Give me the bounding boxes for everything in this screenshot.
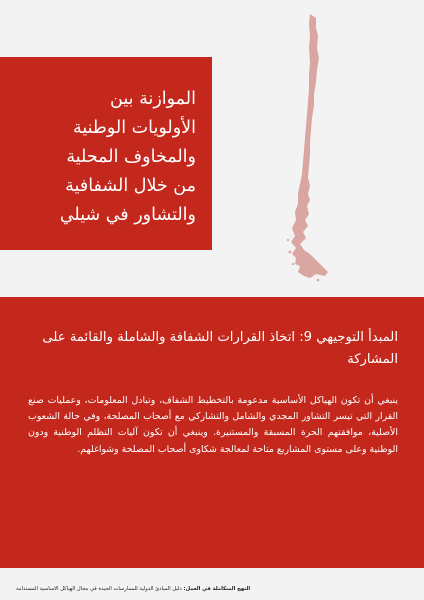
footer-text: دليل المبادئ الدولية للممارسات الجيدة في مجال الهياكل الأساسية المستدامة (16, 586, 182, 592)
title-line: الأولويات الوطنية (72, 118, 196, 138)
cover-title (8, 85, 196, 230)
map-island (289, 251, 292, 254)
chile-map-icon (270, 14, 342, 286)
page-footer (16, 586, 406, 592)
principle-body: ينبغي أن تكون الهياكل الأساسية مدعومة بالتخطيط الشفاف، وتبادل المعلومات، وعمليات صنع القرار التي تيسر التشاور المجدي والشامل والتشاركي مع أصحاب المصلحة، وفي حالة الشعوب الأصلية، موافقتهم الحرة المسبقة والمستنيرة. وينبغي أن تكون آليات التظلم الوطنية ودون الوطنية وعلى مستوى المشاريع متاحة لمعالجة شكاوى أصحاب المصلحة وشواغلهم. (28, 395, 398, 455)
chile-map-shape (291, 14, 328, 278)
title-line: من خلال الشفافية (65, 176, 196, 196)
principle-section (0, 297, 424, 568)
map-island (287, 239, 289, 241)
title-line: والمخاوف المحلية (66, 147, 196, 167)
footer-bold: النهج المتكاملة في العمل: (181, 586, 251, 592)
map-island (292, 263, 294, 265)
map-island (317, 279, 320, 282)
title-line: والتشاور في شيلي (59, 205, 196, 225)
title-line: الموازنة بين (110, 89, 196, 109)
principle-heading: المبدأ التوجيهي 9: اتخاذ القرارات الشفافة والشاملة والقائمة على المشاركة (42, 330, 398, 367)
cover-title-box (0, 57, 212, 250)
